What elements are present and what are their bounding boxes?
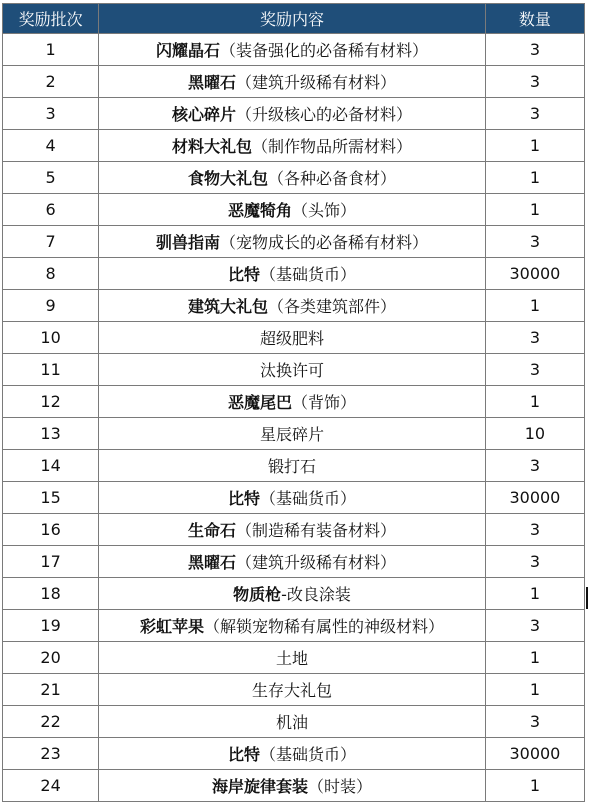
batch-cell: 7 bbox=[3, 226, 99, 258]
content-cell bbox=[99, 386, 486, 418]
header-content: 奖励内容 bbox=[99, 4, 486, 34]
reward-name: 材料大礼包 bbox=[171, 137, 252, 156]
batch-cell: 15 bbox=[3, 482, 99, 514]
content-cell bbox=[99, 450, 486, 482]
qty-cell: 3 bbox=[485, 610, 584, 642]
content-cell bbox=[99, 34, 486, 66]
content-cell bbox=[99, 322, 486, 354]
table-row bbox=[3, 642, 585, 674]
table-row bbox=[3, 226, 585, 258]
content-cell bbox=[99, 642, 486, 674]
header-qty: 数量 bbox=[485, 4, 584, 34]
qty-cell: 1 bbox=[485, 578, 584, 610]
reward-description: （制作物品所需材料） bbox=[251, 137, 412, 156]
table-row bbox=[3, 98, 585, 130]
reward-name: 物质枪 bbox=[233, 585, 282, 604]
reward-description: 生存大礼包 bbox=[251, 681, 332, 700]
batch-cell: 13 bbox=[3, 418, 99, 450]
table-row bbox=[3, 450, 585, 482]
qty-cell: 1 bbox=[485, 386, 584, 418]
batch-cell: 18 bbox=[3, 578, 99, 610]
qty-cell: 1 bbox=[485, 130, 584, 162]
batch-cell: 14 bbox=[3, 450, 99, 482]
content-cell bbox=[99, 66, 486, 98]
content-cell bbox=[99, 514, 486, 546]
header-row bbox=[3, 4, 585, 34]
batch-cell: 24 bbox=[3, 770, 99, 802]
reward-description: （基础货币） bbox=[259, 489, 356, 508]
table-row bbox=[3, 258, 585, 290]
table-row bbox=[3, 514, 585, 546]
reward-description: （解锁宠物稀有属性的神级材料） bbox=[203, 617, 444, 636]
qty-cell: 3 bbox=[485, 706, 584, 738]
reward-description: （建筑升级稀有材料） bbox=[235, 553, 396, 572]
qty-cell: 3 bbox=[485, 546, 584, 578]
reward-description: （升级核心的必备材料） bbox=[235, 105, 412, 124]
table-body bbox=[3, 34, 585, 802]
qty-cell: 3 bbox=[485, 450, 584, 482]
content-cell bbox=[99, 194, 486, 226]
content-cell bbox=[99, 738, 486, 770]
batch-cell: 11 bbox=[3, 354, 99, 386]
batch-cell: 8 bbox=[3, 258, 99, 290]
table-row bbox=[3, 386, 585, 418]
batch-cell: 9 bbox=[3, 290, 99, 322]
reward-name: 海岸旋律套装 bbox=[211, 777, 308, 796]
qty-cell: 1 bbox=[485, 642, 584, 674]
batch-cell: 17 bbox=[3, 546, 99, 578]
reward-description: 机油 bbox=[275, 713, 308, 732]
qty-cell: 3 bbox=[485, 322, 584, 354]
table-row bbox=[3, 162, 585, 194]
qty-cell: 1 bbox=[485, 194, 584, 226]
reward-description: （各类建筑部件） bbox=[267, 297, 396, 316]
reward-description: （头饰） bbox=[291, 201, 356, 220]
qty-cell: 30000 bbox=[485, 738, 584, 770]
content-cell bbox=[99, 706, 486, 738]
qty-cell: 1 bbox=[485, 674, 584, 706]
reward-description: 超级肥料 bbox=[259, 329, 324, 348]
batch-cell: 19 bbox=[3, 610, 99, 642]
reward-name: 黑曜石 bbox=[187, 553, 236, 572]
qty-cell: 30000 bbox=[485, 482, 584, 514]
content-cell bbox=[99, 546, 486, 578]
table-row bbox=[3, 354, 585, 386]
content-cell bbox=[99, 98, 486, 130]
text-cursor bbox=[586, 587, 588, 609]
content-cell bbox=[99, 226, 486, 258]
header-batch: 奖励批次 bbox=[3, 4, 99, 34]
qty-cell: 3 bbox=[485, 34, 584, 66]
batch-cell: 5 bbox=[3, 162, 99, 194]
qty-cell: 10 bbox=[485, 418, 584, 450]
qty-cell: 30000 bbox=[485, 258, 584, 290]
qty-cell: 1 bbox=[485, 770, 584, 802]
reward-description: （时装） bbox=[307, 777, 372, 796]
content-cell bbox=[99, 290, 486, 322]
reward-table bbox=[2, 3, 585, 802]
reward-description: 星辰碎片 bbox=[259, 425, 324, 444]
table-row bbox=[3, 674, 585, 706]
table-row bbox=[3, 770, 585, 802]
table-row bbox=[3, 34, 585, 66]
batch-cell: 3 bbox=[3, 98, 99, 130]
batch-cell: 21 bbox=[3, 674, 99, 706]
table-row bbox=[3, 66, 585, 98]
reward-description: 汰换许可 bbox=[259, 361, 324, 380]
table-row bbox=[3, 706, 585, 738]
batch-cell: 1 bbox=[3, 34, 99, 66]
batch-cell: 6 bbox=[3, 194, 99, 226]
reward-description: （背饰） bbox=[291, 393, 356, 412]
reward-description: -改良涂装 bbox=[281, 585, 351, 604]
batch-cell: 23 bbox=[3, 738, 99, 770]
table-row bbox=[3, 322, 585, 354]
batch-cell: 10 bbox=[3, 322, 99, 354]
reward-name: 闪耀晶石 bbox=[155, 41, 220, 60]
table-row bbox=[3, 418, 585, 450]
content-cell bbox=[99, 610, 486, 642]
reward-name: 彩虹苹果 bbox=[139, 617, 204, 636]
reward-name: 比特 bbox=[227, 265, 260, 284]
content-cell bbox=[99, 354, 486, 386]
table-row bbox=[3, 578, 585, 610]
table-row bbox=[3, 290, 585, 322]
table-row bbox=[3, 130, 585, 162]
reward-description: （宠物成长的必备稀有材料） bbox=[219, 233, 428, 252]
content-cell bbox=[99, 482, 486, 514]
batch-cell: 20 bbox=[3, 642, 99, 674]
qty-cell: 3 bbox=[485, 66, 584, 98]
reward-description: （建筑升级稀有材料） bbox=[235, 73, 396, 92]
batch-cell: 4 bbox=[3, 130, 99, 162]
reward-description: （各种必备食材） bbox=[267, 169, 396, 188]
content-cell bbox=[99, 418, 486, 450]
table-row bbox=[3, 610, 585, 642]
reward-name: 恶魔犄角 bbox=[227, 201, 292, 220]
content-cell bbox=[99, 162, 486, 194]
reward-name: 黑曜石 bbox=[187, 73, 236, 92]
content-cell bbox=[99, 674, 486, 706]
reward-description: （基础货币） bbox=[259, 265, 356, 284]
reward-name: 食物大礼包 bbox=[187, 169, 268, 188]
reward-description: （基础货币） bbox=[259, 745, 356, 764]
qty-cell: 1 bbox=[485, 290, 584, 322]
reward-name: 驯兽指南 bbox=[155, 233, 220, 252]
qty-cell: 3 bbox=[485, 514, 584, 546]
reward-name: 建筑大礼包 bbox=[187, 297, 268, 316]
qty-cell: 1 bbox=[485, 162, 584, 194]
table-row bbox=[3, 482, 585, 514]
table-row bbox=[3, 738, 585, 770]
qty-cell: 3 bbox=[485, 98, 584, 130]
reward-description: （装备强化的必备稀有材料） bbox=[219, 41, 428, 60]
reward-description: 锻打石 bbox=[267, 457, 316, 476]
content-cell bbox=[99, 770, 486, 802]
reward-name: 恶魔尾巴 bbox=[227, 393, 292, 412]
content-cell bbox=[99, 578, 486, 610]
reward-description: 土地 bbox=[275, 649, 308, 668]
batch-cell: 16 bbox=[3, 514, 99, 546]
table-row bbox=[3, 194, 585, 226]
reward-name: 核心碎片 bbox=[171, 105, 236, 124]
table-row bbox=[3, 546, 585, 578]
reward-name: 生命石 bbox=[187, 521, 236, 540]
batch-cell: 22 bbox=[3, 706, 99, 738]
reward-description: （制造稀有装备材料） bbox=[235, 521, 396, 540]
reward-name: 比特 bbox=[227, 489, 260, 508]
batch-cell: 2 bbox=[3, 66, 99, 98]
qty-cell: 3 bbox=[485, 354, 584, 386]
reward-name: 比特 bbox=[227, 745, 260, 764]
batch-cell: 12 bbox=[3, 386, 99, 418]
content-cell bbox=[99, 130, 486, 162]
content-cell bbox=[99, 258, 486, 290]
qty-cell: 3 bbox=[485, 226, 584, 258]
